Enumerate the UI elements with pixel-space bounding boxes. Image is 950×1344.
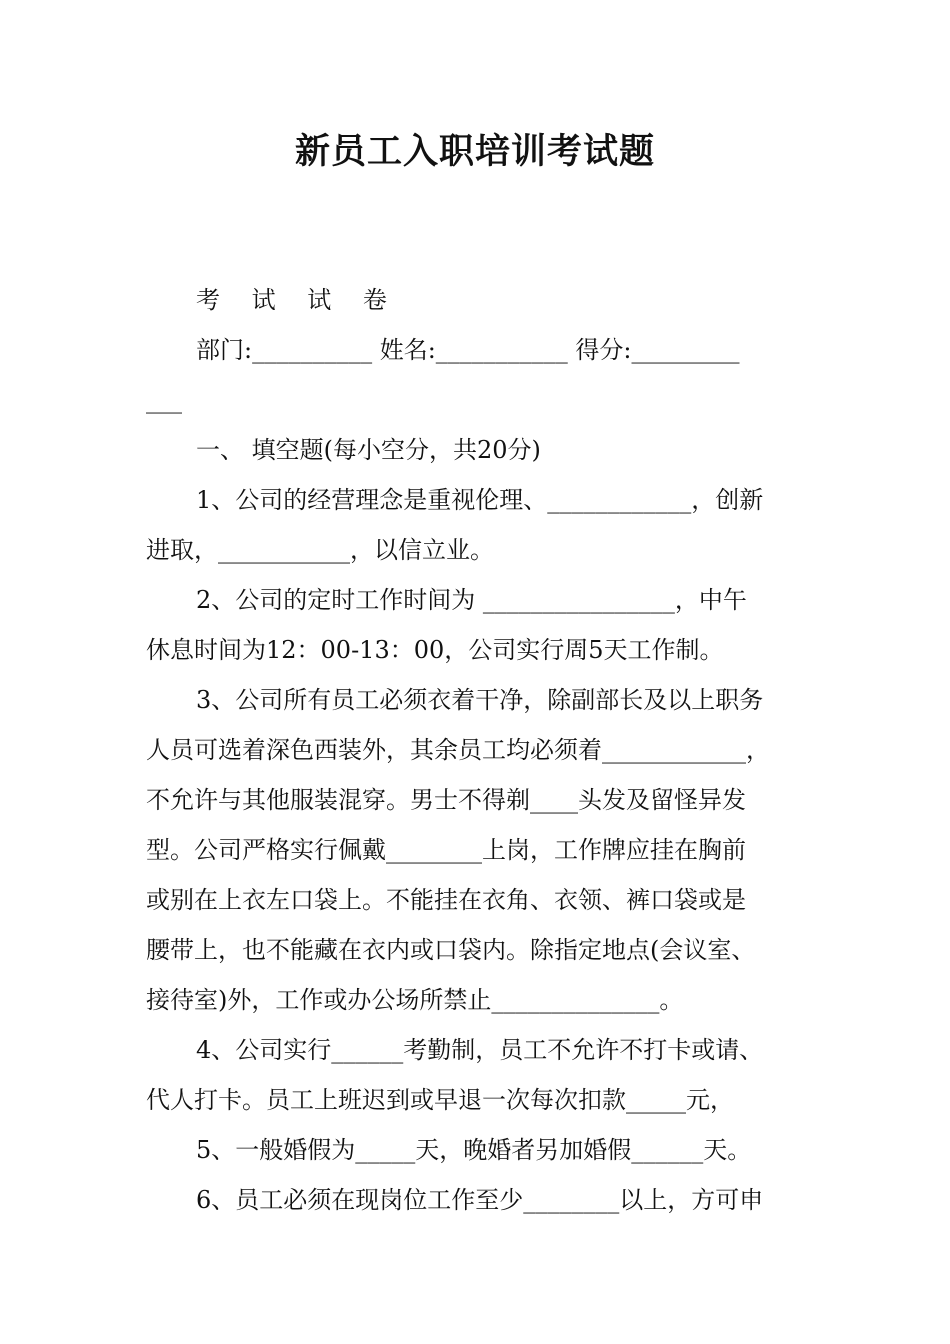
question-1-line-2: 进取，___________，以信立业。: [146, 536, 494, 564]
question-3-line-6: 腰带上，也不能藏在衣内或口袋内。除指定地点(会议室、: [146, 936, 756, 964]
document-title: 新员工入职培训考试题: [294, 131, 655, 172]
question-3-line-4: 型。公司严格实行佩戴________上岗，工作牌应挂在胸前: [146, 836, 746, 864]
question-3-line-3: 不允许与其他服装混穿。男士不得剃____头发及留怪异发: [146, 786, 746, 814]
exam-subtitle: 考 试 试 卷: [196, 286, 399, 314]
question-3-line-5: 或别在上衣左口袋上。不能挂在衣角、衣领、裤口袋或是: [146, 886, 746, 914]
question-3-line-7: 接待室)外，工作或办公场所禁止______________。: [146, 986, 684, 1014]
question-3-line-2: 人员可选着深色西装外，其余员工均必须着____________，: [146, 736, 770, 764]
question-4-line-2: 代人打卡。员工上班迟到或早退一次每次扣款_____元，: [146, 1086, 734, 1114]
question-6-line-1: 6、员工必须在现岗位工作至少________以上，方可申: [196, 1186, 764, 1214]
question-2-line-2: 休息时间为12：00-13：00，公司实行周5天工作制。: [146, 636, 724, 664]
info-fields-line: 部门:__________ 姓名:___________ 得分:_________: [196, 336, 740, 364]
question-4-line-1: 4、公司实行______考勤制，员工不允许不打卡或请、: [196, 1036, 764, 1064]
question-5-line-1: 5、一般婚假为_____天，晚婚者另加婚假______天。: [196, 1136, 752, 1164]
question-2-line-1: 2、公司的定时工作时间为 ________________，中午: [196, 586, 747, 614]
question-3-line-1: 3、公司所有员工必须衣着干净，除副部长及以上职务: [196, 686, 764, 714]
info-fields-overflow: ___: [146, 386, 182, 414]
question-1-line-1: 1、公司的经营理念是重视伦理、____________，创新: [196, 486, 764, 514]
section-heading-fill-in: 一、 填空题(每小空分，共20分): [196, 436, 541, 464]
